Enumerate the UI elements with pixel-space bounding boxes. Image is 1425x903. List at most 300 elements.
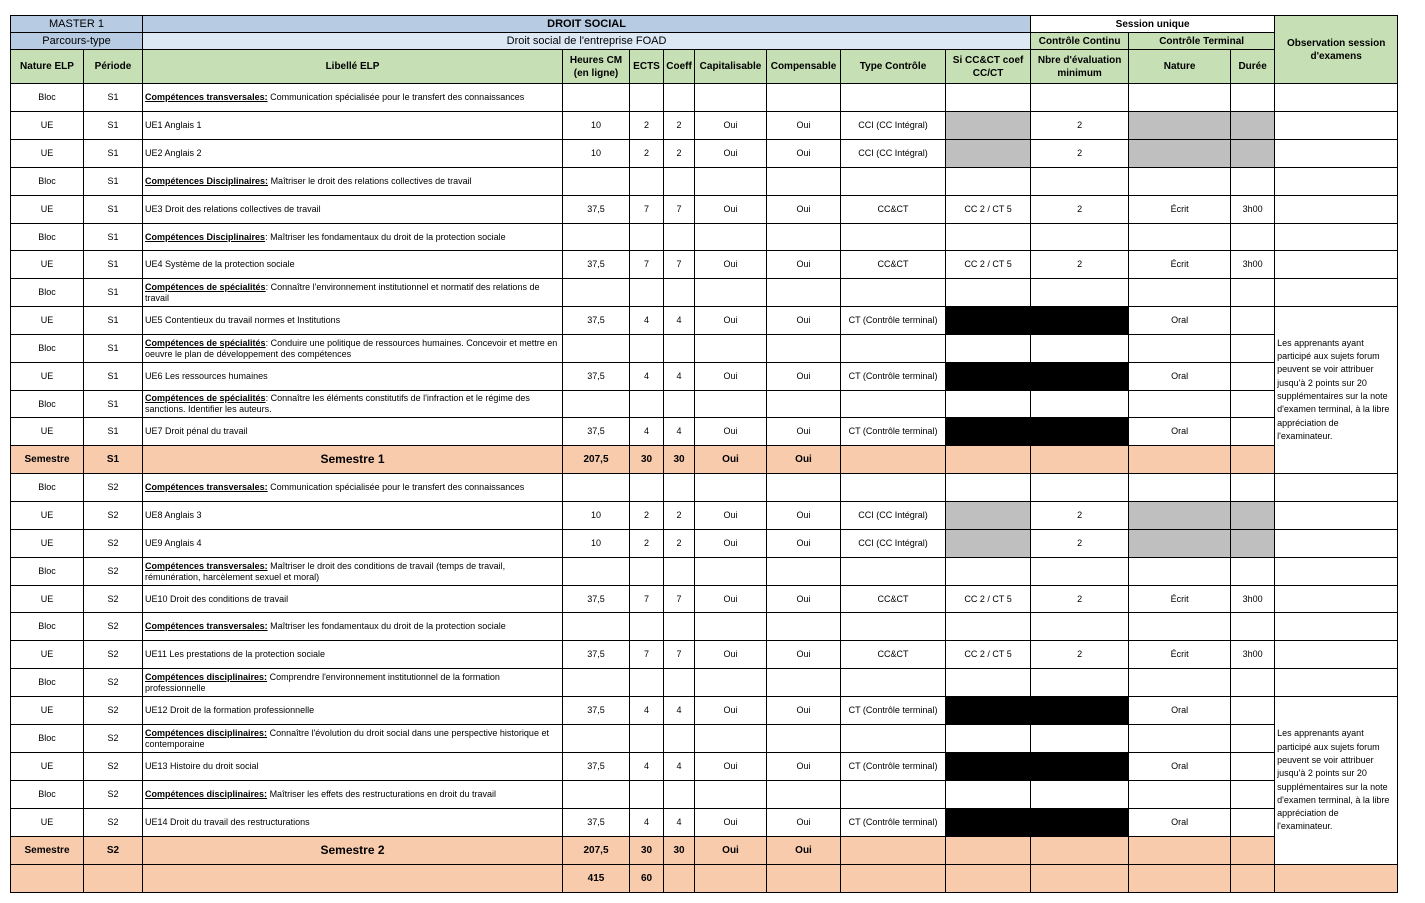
ects-cell: 4	[630, 697, 664, 725]
compensable-cell: Oui	[767, 140, 841, 168]
semester-ects: 30	[630, 837, 664, 865]
nature-cell: UE	[11, 140, 84, 168]
competence-prefix: Compétences transversales:	[145, 482, 268, 492]
periode-cell: S2	[84, 586, 143, 613]
type-controle-cell: CC&CT	[841, 196, 946, 224]
compensable-cell	[767, 224, 841, 251]
col-nature: Nature ELP	[11, 50, 84, 84]
nbre-evaluation-cell: 2	[1031, 586, 1129, 613]
capitalisable-cell: Oui	[695, 363, 767, 391]
ct-nature-cell	[1129, 112, 1231, 140]
ects-cell	[630, 669, 664, 697]
nbre-evaluation-cell	[1031, 84, 1129, 112]
table-row	[11, 558, 1398, 586]
duree-cell: 3h00	[1231, 196, 1275, 224]
libelle-text: UE8 Anglais 3	[145, 510, 202, 520]
semester-label: Semestre	[11, 837, 84, 865]
nature-cell: UE	[11, 586, 84, 613]
type-controle-cell: CT (Contrôle terminal)	[841, 809, 946, 837]
nature-cell: UE	[11, 363, 84, 391]
coeff-cell	[664, 474, 695, 502]
sicc-cell: CC 2 / CT 5	[946, 641, 1031, 669]
duree-cell	[1231, 112, 1275, 140]
libelle-cell	[143, 781, 563, 809]
type-controle-cell	[841, 84, 946, 112]
compensable-cell: Oui	[767, 502, 841, 530]
table-row	[11, 391, 1398, 418]
heures-cell	[563, 725, 630, 753]
sicc-cell: CC 2 / CT 5	[946, 196, 1031, 224]
periode-cell: S1	[84, 112, 143, 140]
table-row	[11, 418, 1398, 446]
total-empty-cell	[946, 865, 1031, 893]
coeff-cell: 7	[664, 251, 695, 279]
heures-cell: 10	[563, 112, 630, 140]
libelle-cell	[143, 418, 563, 446]
capitalisable-cell	[695, 725, 767, 753]
nature-cell: UE	[11, 697, 84, 725]
sicc-cell	[946, 279, 1031, 307]
nature-cell: UE	[11, 530, 84, 558]
table-row	[11, 112, 1398, 140]
capitalisable-cell: Oui	[695, 140, 767, 168]
capitalisable-cell	[695, 391, 767, 418]
nbre-evaluation-cell: 2	[1031, 251, 1129, 279]
semester-heures: 207,5	[563, 446, 630, 474]
heures-cell	[563, 168, 630, 196]
libelle-cell	[143, 140, 563, 168]
ct-nature-cell	[1129, 530, 1231, 558]
type-controle-cell	[841, 725, 946, 753]
sicc-cell	[946, 502, 1031, 530]
nbre-evaluation-cell	[1031, 224, 1129, 251]
semester-compensable: Oui	[767, 837, 841, 865]
competence-prefix: Compétences transversales:	[145, 621, 268, 631]
libelle-text: UE10 Droit des conditions de travail	[145, 593, 289, 604]
semester-title: Semestre 2	[143, 837, 563, 865]
ct-nature-cell: Oral	[1129, 697, 1231, 725]
heures-cell	[563, 781, 630, 809]
nbre-evaluation-cell	[1031, 474, 1129, 502]
sicc-cell	[946, 781, 1031, 809]
ct-nature-cell: Écrit	[1129, 251, 1231, 279]
parcours-value: Droit social de l'entreprise FOAD	[143, 33, 1031, 50]
sicc-cell	[946, 669, 1031, 697]
ct-nature-cell: Écrit	[1129, 586, 1231, 613]
nbre-evaluation-cell	[1031, 279, 1129, 307]
duree-cell	[1231, 781, 1275, 809]
cc-group-header: Contrôle Continu	[1031, 33, 1129, 50]
heures-cell	[563, 335, 630, 363]
heures-cell: 10	[563, 530, 630, 558]
coeff-cell	[664, 335, 695, 363]
heures-cell	[563, 224, 630, 251]
semester-empty-cell	[841, 837, 946, 865]
capitalisable-cell: Oui	[695, 641, 767, 669]
libelle-text: : Conduire une politique de ressources humaines. Concevoir et mettre en oeuvre le plan de développement des compétences	[145, 337, 558, 359]
capitalisable-cell	[695, 84, 767, 112]
periode-cell: S1	[84, 363, 143, 391]
type-controle-cell: CC&CT	[841, 586, 946, 613]
periode-cell: S1	[84, 84, 143, 112]
ects-cell: 7	[630, 641, 664, 669]
nature-cell: UE	[11, 251, 84, 279]
competence-prefix: Compétences de spécialités	[145, 281, 266, 292]
heures-cell	[563, 613, 630, 641]
observation-cell	[1275, 112, 1398, 140]
redacted-block	[946, 809, 1129, 837]
observation-cell	[1275, 530, 1398, 558]
ct-nature-cell	[1129, 613, 1231, 641]
total-empty-cell	[143, 865, 563, 893]
semester-period: S2	[84, 837, 143, 865]
libelle-text: Communication spécialisée pour le transfert des connaissances	[267, 482, 525, 492]
total-heures: 415	[563, 865, 630, 893]
col-heures: Heures CM (en ligne)	[563, 50, 630, 84]
duree-cell	[1231, 391, 1275, 418]
col-libelle: Libellé ELP	[143, 50, 563, 84]
libelle-cell	[143, 224, 563, 251]
observation-note: Les apprenants ayant participé aux sujets forum peuvent se voir attribuer jusqu'à 2 points sur 20 supplémentaires sur la note d'examen terminal, à la libre appréciation de l'examinateur.	[1275, 307, 1398, 474]
sicc-cell: CC 2 / CT 5	[946, 586, 1031, 613]
duree-cell	[1231, 725, 1275, 753]
parcours-label: Parcours-type	[11, 33, 143, 50]
type-controle-cell: CT (Contrôle terminal)	[841, 418, 946, 446]
compensable-cell: Oui	[767, 307, 841, 335]
duree-cell	[1231, 697, 1275, 725]
session-label: Session unique	[1031, 16, 1275, 33]
coeff-cell	[664, 669, 695, 697]
duree-cell: 3h00	[1231, 586, 1275, 613]
heures-cell: 37,5	[563, 641, 630, 669]
table-row	[11, 586, 1398, 613]
libelle-cell	[143, 307, 563, 335]
type-controle-cell	[841, 669, 946, 697]
ects-cell: 4	[630, 363, 664, 391]
capitalisable-cell: Oui	[695, 196, 767, 224]
semester-empty-cell	[1129, 446, 1231, 474]
libelle-cell	[143, 363, 563, 391]
duree-cell	[1231, 279, 1275, 307]
nbre-evaluation-cell	[1031, 391, 1129, 418]
ects-cell: 4	[630, 753, 664, 781]
duree-cell	[1231, 84, 1275, 112]
nbre-evaluation-cell: 2	[1031, 112, 1129, 140]
sicc-cell	[946, 613, 1031, 641]
periode-cell: S2	[84, 809, 143, 837]
total-empty-cell	[767, 865, 841, 893]
heures-cell: 10	[563, 140, 630, 168]
heures-cell: 37,5	[563, 809, 630, 837]
nature-cell: Bloc	[11, 335, 84, 363]
capitalisable-cell: Oui	[695, 530, 767, 558]
type-controle-cell: CCI (CC Intégral)	[841, 530, 946, 558]
col-ects: ECTS	[630, 50, 664, 84]
coeff-cell: 4	[664, 307, 695, 335]
ct-nature-cell	[1129, 502, 1231, 530]
ct-nature-cell	[1129, 474, 1231, 502]
compensable-cell	[767, 669, 841, 697]
heures-cell: 10	[563, 502, 630, 530]
duree-cell	[1231, 669, 1275, 697]
capitalisable-cell	[695, 613, 767, 641]
capitalisable-cell	[695, 224, 767, 251]
type-controle-cell	[841, 781, 946, 809]
duree-cell	[1231, 613, 1275, 641]
sicc-cell	[946, 168, 1031, 196]
ct-nature-cell: Oral	[1129, 418, 1231, 446]
coeff-cell: 7	[664, 196, 695, 224]
nature-cell: UE	[11, 307, 84, 335]
nature-cell: Bloc	[11, 669, 84, 697]
periode-cell: S1	[84, 307, 143, 335]
libelle-text: UE9 Anglais 4	[145, 538, 202, 548]
total-empty-cell	[664, 865, 695, 893]
periode-cell: S2	[84, 474, 143, 502]
libelle-cell	[143, 251, 563, 279]
periode-cell: S1	[84, 251, 143, 279]
libelle-cell	[143, 669, 563, 697]
nbre-evaluation-cell: 2	[1031, 530, 1129, 558]
nature-cell: Bloc	[11, 781, 84, 809]
compensable-cell	[767, 168, 841, 196]
table-row	[11, 307, 1398, 335]
semester-summary-row	[11, 837, 1398, 865]
type-controle-cell	[841, 558, 946, 586]
periode-cell: S2	[84, 613, 143, 641]
periode-cell: S1	[84, 418, 143, 446]
libelle-cell	[143, 558, 563, 586]
periode-cell: S2	[84, 669, 143, 697]
table-row	[11, 279, 1398, 307]
libelle-text: UE4 Système de la protection sociale	[145, 259, 295, 269]
sicc-cell	[946, 140, 1031, 168]
compensable-cell	[767, 84, 841, 112]
type-controle-cell	[841, 279, 946, 307]
col-compensable: Compensable	[767, 50, 841, 84]
libelle-text: UE2 Anglais 2	[145, 148, 202, 158]
ct-group-header: Contrôle Terminal	[1129, 33, 1275, 50]
nbre-evaluation-cell	[1031, 725, 1129, 753]
type-controle-cell: CT (Contrôle terminal)	[841, 697, 946, 725]
sicc-cell	[946, 530, 1031, 558]
total-empty-cell	[1275, 865, 1398, 893]
nature-cell: Bloc	[11, 84, 84, 112]
type-controle-cell	[841, 613, 946, 641]
ects-cell: 2	[630, 530, 664, 558]
compensable-cell	[767, 558, 841, 586]
nature-cell: UE	[11, 418, 84, 446]
total-empty-cell	[1129, 865, 1231, 893]
ct-nature-cell	[1129, 224, 1231, 251]
duree-cell	[1231, 335, 1275, 363]
ct-nature-cell	[1129, 725, 1231, 753]
nature-cell: UE	[11, 809, 84, 837]
periode-cell: S2	[84, 753, 143, 781]
ects-cell	[630, 391, 664, 418]
capitalisable-cell	[695, 168, 767, 196]
exam-regulation-table	[10, 15, 1398, 893]
type-controle-cell: CC&CT	[841, 641, 946, 669]
ct-nature-cell: Oral	[1129, 753, 1231, 781]
observation-header: Observation session d'examens	[1275, 16, 1398, 84]
capitalisable-cell: Oui	[695, 112, 767, 140]
nbre-evaluation-cell: 2	[1031, 196, 1129, 224]
capitalisable-cell: Oui	[695, 586, 767, 613]
table-row	[11, 781, 1398, 809]
nature-cell: Bloc	[11, 613, 84, 641]
libelle-cell	[143, 196, 563, 224]
ects-cell	[630, 84, 664, 112]
sicc-cell	[946, 335, 1031, 363]
ects-cell	[630, 168, 664, 196]
ects-cell: 2	[630, 140, 664, 168]
semester-empty-cell	[946, 837, 1031, 865]
col-periode: Période	[84, 50, 143, 84]
coeff-cell: 7	[664, 586, 695, 613]
type-controle-cell	[841, 474, 946, 502]
compensable-cell	[767, 279, 841, 307]
col-coeff: Coeff	[664, 50, 695, 84]
semester-coeff: 30	[664, 446, 695, 474]
observation-cell	[1275, 502, 1398, 530]
semester-label: Semestre	[11, 446, 84, 474]
libelle-text: UE7 Droit pénal du travail	[145, 426, 248, 436]
total-ects: 60	[630, 865, 664, 893]
coeff-cell	[664, 613, 695, 641]
heures-cell	[563, 391, 630, 418]
periode-cell: S2	[84, 781, 143, 809]
observation-note: Les apprenants ayant participé aux sujets forum peuvent se voir attribuer jusqu'à 2 points sur 20 supplémentaires sur la note d'examen terminal, à la libre appréciation de l'examinateur.	[1275, 697, 1398, 865]
capitalisable-cell: Oui	[695, 307, 767, 335]
table-row	[11, 363, 1398, 391]
nature-cell: UE	[11, 641, 84, 669]
table-row	[11, 502, 1398, 530]
redacted-block	[946, 307, 1129, 335]
capitalisable-cell: Oui	[695, 753, 767, 781]
periode-cell: S2	[84, 697, 143, 725]
observation-cell	[1275, 586, 1398, 613]
compensable-cell	[767, 474, 841, 502]
compensable-cell	[767, 335, 841, 363]
capitalisable-cell	[695, 669, 767, 697]
compensable-cell: Oui	[767, 530, 841, 558]
ects-cell	[630, 224, 664, 251]
periode-cell: S1	[84, 196, 143, 224]
ects-cell: 4	[630, 809, 664, 837]
ct-nature-cell	[1129, 84, 1231, 112]
coeff-cell: 7	[664, 641, 695, 669]
coeff-cell	[664, 781, 695, 809]
nature-cell: Bloc	[11, 224, 84, 251]
observation-cell	[1275, 140, 1398, 168]
libelle-text: Maîtriser les fondamentaux du droit de la protection sociale	[267, 621, 506, 631]
ects-cell: 4	[630, 418, 664, 446]
semester-heures: 207,5	[563, 837, 630, 865]
observation-cell	[1275, 558, 1398, 586]
libelle-text: Maîtriser le droit des relations collectives de travail	[268, 176, 472, 186]
ct-nature-cell	[1129, 279, 1231, 307]
table-row	[11, 809, 1398, 837]
periode-cell: S1	[84, 224, 143, 251]
coeff-cell: 4	[664, 697, 695, 725]
libelle-cell	[143, 613, 563, 641]
sicc-cell	[946, 224, 1031, 251]
competence-prefix: Compétences disciplinaires:	[145, 727, 268, 738]
observation-cell	[1275, 669, 1398, 697]
semester-capitalisable: Oui	[695, 837, 767, 865]
compensable-cell	[767, 391, 841, 418]
type-controle-cell	[841, 224, 946, 251]
nbre-evaluation-cell	[1031, 335, 1129, 363]
table-row	[11, 474, 1398, 502]
semester-empty-cell	[946, 446, 1031, 474]
observation-cell	[1275, 84, 1398, 112]
capitalisable-cell	[695, 279, 767, 307]
coeff-cell: 4	[664, 809, 695, 837]
compensable-cell: Oui	[767, 753, 841, 781]
ects-cell	[630, 279, 664, 307]
compensable-cell: Oui	[767, 809, 841, 837]
semester-empty-cell	[1129, 837, 1231, 865]
coeff-cell: 4	[664, 753, 695, 781]
nbre-evaluation-cell	[1031, 613, 1129, 641]
ct-nature-cell	[1129, 168, 1231, 196]
ects-cell: 7	[630, 251, 664, 279]
col-duree: Durée	[1231, 50, 1275, 84]
coeff-cell	[664, 558, 695, 586]
observation-cell	[1275, 224, 1398, 251]
duree-cell	[1231, 140, 1275, 168]
ct-nature-cell: Écrit	[1129, 196, 1231, 224]
table-row	[11, 251, 1398, 279]
total-empty-cell	[11, 865, 84, 893]
nature-cell: Bloc	[11, 725, 84, 753]
ct-nature-cell: Oral	[1129, 363, 1231, 391]
ct-nature-cell	[1129, 335, 1231, 363]
ects-cell: 2	[630, 502, 664, 530]
libelle-text: Maîtriser le droit des conditions de travail (temps de travail, rémunération, harcèlement sexuel et moral)	[145, 560, 506, 582]
semester-coeff: 30	[664, 837, 695, 865]
duree-cell: 3h00	[1231, 251, 1275, 279]
nbre-evaluation-cell	[1031, 168, 1129, 196]
nbre-evaluation-cell	[1031, 558, 1129, 586]
heures-cell	[563, 279, 630, 307]
capitalisable-cell	[695, 474, 767, 502]
heures-cell	[563, 474, 630, 502]
table-row	[11, 84, 1398, 112]
compensable-cell: Oui	[767, 196, 841, 224]
ects-cell	[630, 725, 664, 753]
coeff-cell	[664, 279, 695, 307]
sicc-cell	[946, 474, 1031, 502]
ct-nature-cell: Oral	[1129, 307, 1231, 335]
total-empty-cell	[84, 865, 143, 893]
semester-empty-cell	[1031, 446, 1129, 474]
heures-cell: 37,5	[563, 251, 630, 279]
periode-cell: S1	[84, 335, 143, 363]
capitalisable-cell: Oui	[695, 418, 767, 446]
nature-cell: Bloc	[11, 391, 84, 418]
semester-period: S1	[84, 446, 143, 474]
col-capitalisable: Capitalisable	[695, 50, 767, 84]
duree-cell	[1231, 307, 1275, 335]
periode-cell: S1	[84, 279, 143, 307]
duree-cell	[1231, 530, 1275, 558]
libelle-cell	[143, 502, 563, 530]
libelle-cell	[143, 279, 563, 307]
table-row	[11, 697, 1398, 725]
